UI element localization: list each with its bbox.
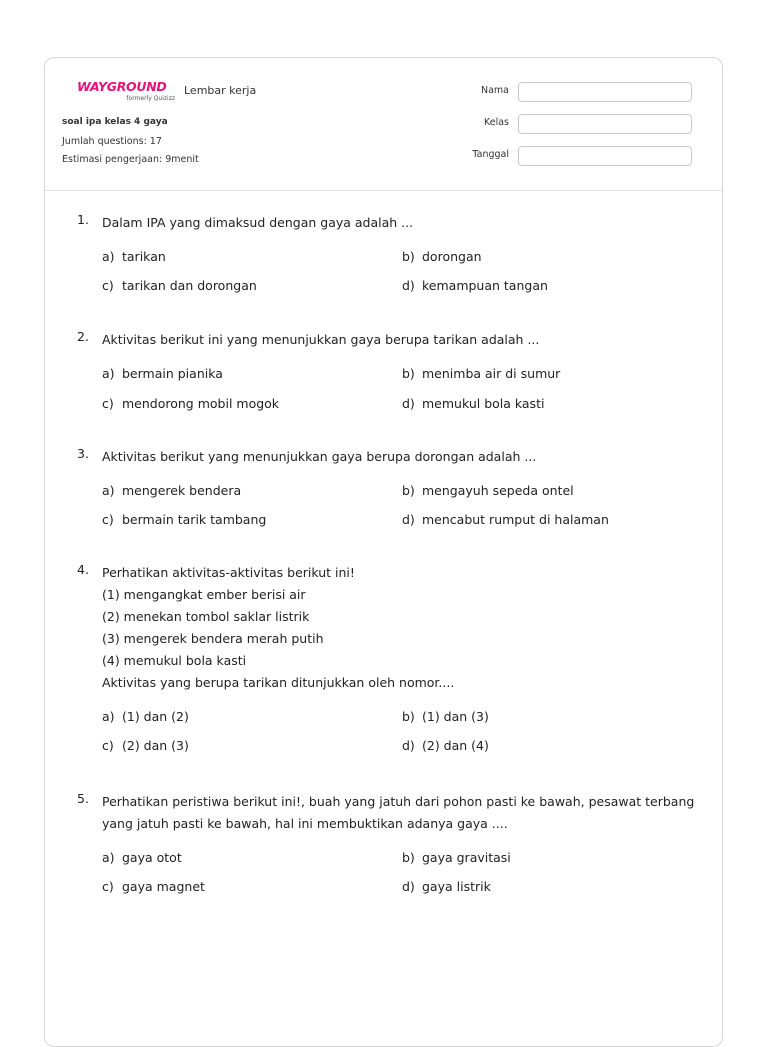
option-c	[102, 396, 279, 411]
question-text	[102, 791, 702, 835]
option-c	[102, 879, 205, 894]
option-a	[102, 850, 182, 865]
logo-brand: WAYGROUND	[77, 79, 167, 94]
option-a	[102, 249, 166, 264]
option-text: (2) dan (3)	[122, 738, 189, 753]
option-text: gaya gravitasi	[422, 850, 511, 865]
option-text: gaya magnet	[122, 879, 205, 894]
option-a	[102, 366, 223, 381]
option-key: c)	[102, 879, 114, 894]
question-number: 2.	[77, 329, 89, 344]
question-line: (4) memukul bola kasti	[102, 653, 247, 668]
option-key: d)	[402, 278, 415, 293]
sheet-type-label: Lembar kerja	[184, 84, 257, 97]
option-key: d)	[402, 396, 415, 411]
option-c	[102, 738, 189, 753]
option-key: b)	[402, 709, 415, 724]
option-text: mengayuh sepeda ontel	[422, 483, 574, 498]
worksheet-title: soal ipa kelas 4 gaya	[62, 117, 168, 127]
option-text: gaya listrik	[422, 879, 491, 894]
question-line: Aktivitas berikut ini yang menunjukkan gaya berupa tarikan adalah ...	[102, 332, 540, 347]
option-key: d)	[402, 879, 415, 894]
option-a	[102, 709, 189, 724]
option-text: gaya otot	[122, 850, 182, 865]
question-text	[102, 446, 702, 468]
option-a	[102, 483, 241, 498]
option-text: tarikan	[122, 249, 166, 264]
question-line: (3) mengerek bendera merah putih	[102, 631, 324, 646]
question-number: 1.	[77, 212, 89, 227]
option-d	[402, 396, 544, 411]
class-label: Kelas	[483, 117, 509, 128]
name-label: Nama	[480, 85, 509, 96]
question-line: Aktivitas yang berupa tarikan ditunjukkan oleh nomor....	[102, 675, 455, 690]
option-text: mencabut rumput di halaman	[422, 512, 609, 527]
option-key: c)	[102, 396, 114, 411]
option-text: mengerek bendera	[122, 483, 242, 498]
question-number: 3.	[77, 446, 89, 461]
question-line: (1) mengangkat ember berisi air	[102, 587, 306, 602]
option-c	[102, 278, 257, 293]
option-key: b)	[402, 249, 415, 264]
option-b	[402, 366, 560, 381]
option-key: a)	[102, 249, 115, 264]
date-field[interactable]	[518, 146, 692, 166]
option-text: tarikan dan dorongan	[122, 278, 257, 293]
option-key: a)	[102, 483, 115, 498]
option-text: bermain pianika	[122, 366, 223, 381]
question-line: Dalam IPA yang dimaksud dengan gaya adalah ...	[102, 215, 414, 230]
option-text: mendorong mobil mogok	[122, 396, 280, 411]
option-d	[402, 512, 609, 527]
question-line: (2) menekan tombol saklar listrik	[102, 609, 310, 624]
question-text	[102, 329, 702, 351]
option-key: c)	[102, 278, 114, 293]
option-b	[402, 850, 511, 865]
option-b	[402, 249, 482, 264]
logo-subtitle: formerly Quizizz	[126, 95, 175, 102]
option-d	[402, 879, 491, 894]
name-field[interactable]	[518, 82, 692, 102]
option-key: c)	[102, 738, 114, 753]
question-number: 4.	[77, 562, 89, 577]
question-line: yang jatuh pasti ke bawah, hal ini membuktikan adanya gaya ....	[102, 816, 508, 831]
option-key: a)	[102, 709, 115, 724]
option-text: (2) dan (4)	[422, 738, 489, 753]
option-text: kemampuan tangan	[422, 278, 548, 293]
option-key: b)	[402, 366, 415, 381]
option-key: c)	[102, 512, 114, 527]
option-d	[402, 278, 548, 293]
class-field[interactable]	[518, 114, 692, 134]
option-key: b)	[402, 483, 415, 498]
option-key: a)	[102, 850, 115, 865]
question-number: 5.	[77, 791, 89, 806]
question-text	[102, 212, 702, 234]
question-line: Perhatikan peristiwa berikut ini!, buah yang jatuh dari pohon pasti ke bawah, pesawat terbang	[102, 794, 695, 809]
option-text: bermain tarik tambang	[122, 512, 267, 527]
date-label: Tanggal	[472, 149, 509, 160]
option-text: menimba air di sumur	[422, 366, 561, 381]
option-b	[402, 709, 489, 724]
option-text: (1) dan (2)	[122, 709, 189, 724]
option-text: dorongan	[422, 249, 482, 264]
worksheet-header	[45, 58, 722, 191]
option-text: memukul bola kasti	[422, 396, 545, 411]
wayground-logo	[77, 80, 177, 102]
question-text	[102, 562, 702, 694]
option-d	[402, 738, 489, 753]
question-line: Perhatikan aktivitas-aktivitas berikut ini!	[102, 565, 355, 580]
question-line: Aktivitas berikut yang menunjukkan gaya berupa dorongan adalah ...	[102, 449, 537, 464]
option-b	[402, 483, 574, 498]
worksheet-page	[44, 57, 723, 1047]
option-text: (1) dan (3)	[422, 709, 489, 724]
option-key: d)	[402, 512, 415, 527]
time-estimate: Estimasi pengerjaan: 9menit	[62, 154, 199, 165]
option-c	[102, 512, 266, 527]
option-key: b)	[402, 850, 415, 865]
question-count: Jumlah questions: 17	[62, 136, 162, 147]
option-key: d)	[402, 738, 415, 753]
option-key: a)	[102, 366, 115, 381]
